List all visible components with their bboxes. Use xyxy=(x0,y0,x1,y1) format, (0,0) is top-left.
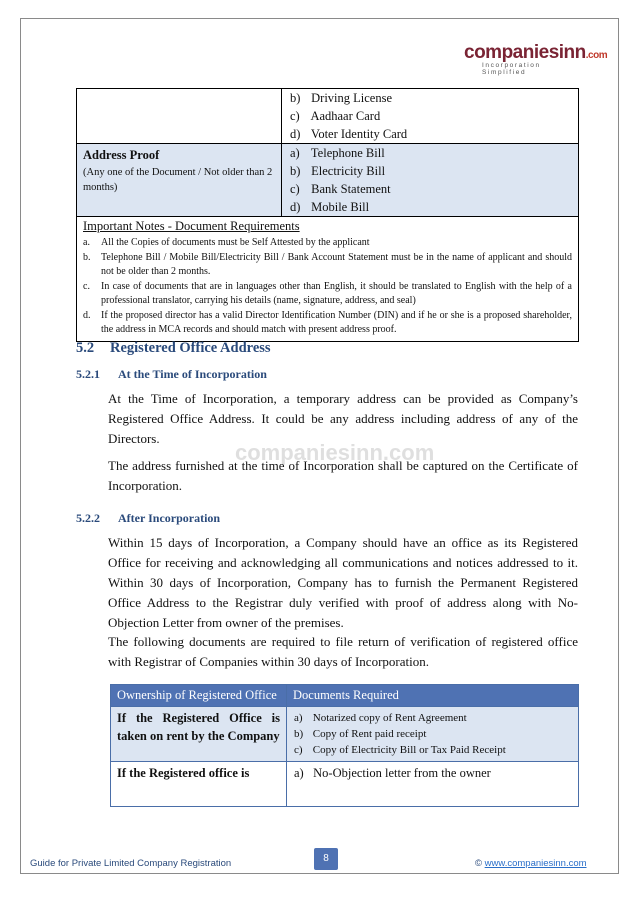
paragraph-documents-required: The following documents are required to file return of verification of registered office with Registrar of Companies within 30 days of Incorporation. xyxy=(108,634,578,669)
address-proof-item: d) Mobile Bill xyxy=(290,200,370,214)
note-item: b. Telephone Bill / Mobile Bill/Electricity Bill / Bank Account Statement must be in the name of applicant and should not be older than 2 months. xyxy=(83,251,572,277)
paragraph-certificate: The address furnished at the time of Incorporation shall be captured on the Certificate of Incorporation. xyxy=(108,458,578,493)
owned-documents-list xyxy=(288,765,577,782)
document-requirements-table xyxy=(76,88,579,342)
subsection-heading-5-2-1: 5.2.1 At the Time of Incorporation xyxy=(76,367,267,381)
important-notes-heading: Important Notes - Document Requirements xyxy=(83,219,300,233)
address-proof-list xyxy=(282,144,578,216)
footer-guide-title: Guide for Private Limited Company Registration xyxy=(30,858,232,869)
row-label-rented: If the Registered Office is taken on rent by the Company xyxy=(111,707,287,762)
identity-proof-item: b) Driving License xyxy=(290,91,393,105)
document-item: a) No-Objection letter from the owner xyxy=(294,766,491,780)
paragraph-temporary-address: At the Time of Incorporation, a temporary address can be provided as Company’s Registered Office Address. It could be any address including address of any of the Directors. xyxy=(108,391,578,446)
paragraph-after-incorporation: Within 15 days of Incorporation, a Company should have an office as its Registered Office for receiving and acknowledging all communications and notices addressed to it. Within 30 days of Incorporation, Company has to furnish the Permanent Registered Office Address to the Registrar duly verified with proof of address along with No-Objection Letter from owner of the premises. xyxy=(108,535,578,630)
identity-proof-item: c) Aadhaar Card xyxy=(290,109,381,123)
website-link[interactable]: www.companiesinn.com xyxy=(484,858,587,869)
footer-copyright: © www.companiesinn.com xyxy=(475,858,587,869)
note-item: a. All the Copies of documents must be Self Attested by the applicant xyxy=(83,237,370,248)
address-proof-note: (Any one of the Document / Not older than 2 months) xyxy=(83,167,273,193)
rented-documents-list xyxy=(288,710,577,758)
address-proof-item: a) Telephone Bill xyxy=(290,146,385,160)
document-item: c) Copy of Electricity Bill or Tax Paid Receipt xyxy=(294,744,506,756)
column-header-ownership: Ownership of Registered Office xyxy=(111,685,287,707)
watermark: companiesinn.com xyxy=(235,440,435,465)
section-heading: 5.2 Registered Office Address xyxy=(76,340,271,356)
companiesinn-logo: companiesinn.com Incorporation Simplified xyxy=(464,42,608,76)
address-proof-item: c) Bank Statement xyxy=(290,182,391,196)
document-item: a) Notarized copy of Rent Agreement xyxy=(294,712,467,724)
page-number: 8 xyxy=(314,848,338,870)
column-header-documents: Documents Required xyxy=(287,685,579,707)
important-notes-list xyxy=(77,236,578,338)
subsection-heading-5-2-2: 5.2.2 After Incorporation xyxy=(76,511,221,525)
identity-proof-list xyxy=(282,89,578,143)
note-item: c. In case of documents that are in languages other than English, it should be translated to English with the help of a professional translator, carrying his details (name, signature, address, and seal) xyxy=(83,280,572,306)
address-proof-title: Address Proof xyxy=(83,148,160,162)
note-item: d. If the proposed director has a valid Director Identification Number (DIN) and if he or she is a proposed shareholder, the address in MCA records and should match with present address proof. xyxy=(83,309,572,335)
address-proof-item: b) Electricity Bill xyxy=(290,164,386,178)
registered-office-documents-table xyxy=(110,684,579,807)
row-label-owned: If the Registered office is xyxy=(111,762,287,807)
document-item: b) Copy of Rent paid receipt xyxy=(294,728,427,740)
identity-proof-item: d) Voter Identity Card xyxy=(290,127,408,141)
